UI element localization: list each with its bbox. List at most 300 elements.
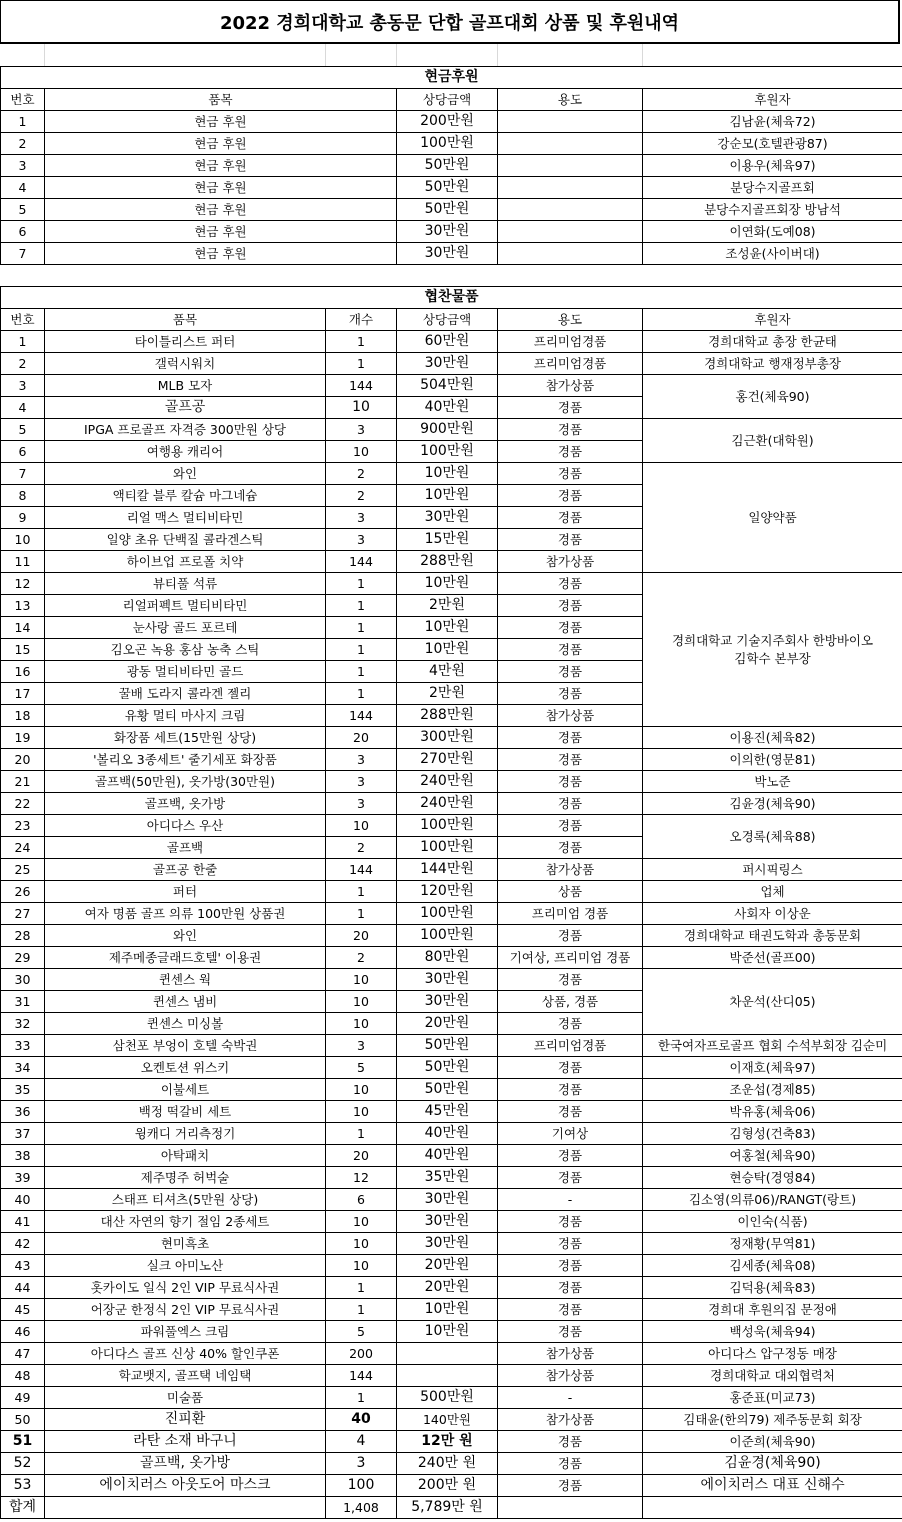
item-name: 광동 멀티비타민 골드: [45, 661, 326, 683]
table-row: [1, 177, 902, 199]
quantity: 2: [326, 485, 397, 507]
table-row: [1, 1453, 902, 1475]
row-number: 30: [1, 969, 45, 991]
quantity: 144: [326, 375, 397, 397]
row-number: 37: [1, 1123, 45, 1145]
row-number: 42: [1, 1233, 45, 1255]
total-amount: 5,789만 원: [397, 1497, 498, 1519]
amount: 40만원: [397, 397, 498, 419]
item-name: 현금 후원: [45, 199, 397, 221]
table-row: [1, 1145, 902, 1167]
item-name: 골프공: [45, 397, 326, 419]
table-row: [1, 947, 902, 969]
amount: 288만원: [397, 551, 498, 573]
sponsor: 현승탁(경영84): [643, 1167, 902, 1189]
quantity: 10: [326, 1013, 397, 1035]
row-number: 4: [1, 177, 45, 199]
row-number: 49: [1, 1387, 45, 1409]
item-name: 와인: [45, 925, 326, 947]
amount: 50만원: [397, 1057, 498, 1079]
quantity: 1: [326, 903, 397, 925]
goods-section-title: 협찬물품: [1, 287, 902, 309]
table-row: [1, 133, 902, 155]
row-number: 11: [1, 551, 45, 573]
amount: 45만원: [397, 1101, 498, 1123]
cash-header-cell: 품목: [45, 89, 397, 111]
amount: 100만원: [397, 133, 498, 155]
sponsor: 이용진(체육82): [643, 727, 902, 749]
row-number: 9: [1, 507, 45, 529]
item-name: 스태프 티셔츠(5만원 상당): [45, 1189, 326, 1211]
row-number: 3: [1, 155, 45, 177]
item-name: 윙캐디 거리측정기: [45, 1123, 326, 1145]
amount: 504만원: [397, 375, 498, 397]
amount: 50만원: [397, 1035, 498, 1057]
table-row: [1, 771, 902, 793]
amount: 50만원: [397, 199, 498, 221]
sponsor: 김남윤(체육72): [643, 111, 902, 133]
amount: 140만원: [397, 1409, 498, 1431]
quantity: 3: [326, 1453, 397, 1475]
item-name: 뷰티풀 석류: [45, 573, 326, 595]
sponsor: 김근환(대학원): [643, 419, 902, 463]
quantity: 1: [326, 617, 397, 639]
amount: 200만원: [397, 111, 498, 133]
item-name: 제주메종글래드호텔' 이용권: [45, 947, 326, 969]
goods-header-cell: 용도: [498, 309, 643, 331]
table-row: [1, 969, 902, 991]
amount: 35만원: [397, 1167, 498, 1189]
amount: 40만원: [397, 1123, 498, 1145]
spacer-row: [0, 44, 902, 66]
item-name: 아디다스 골프 신상 40% 할인쿠폰: [45, 1343, 326, 1365]
usage: 경품: [498, 1057, 643, 1079]
quantity: 1: [326, 573, 397, 595]
goods-header-cell: 상당금액: [397, 309, 498, 331]
spacer-row: [0, 264, 902, 286]
row-number: 16: [1, 661, 45, 683]
sponsor: 경희대학교 기술지주회사 한방바이오 김학수 본부장: [643, 573, 902, 727]
amount: 100만원: [397, 903, 498, 925]
row-number: 39: [1, 1167, 45, 1189]
usage: 경품: [498, 441, 643, 463]
sponsor: 업체: [643, 881, 902, 903]
quantity: 1: [326, 683, 397, 705]
goods-header-row: [1, 309, 902, 331]
quantity: 20: [326, 1145, 397, 1167]
item-name: 하이브업 프로폴 치약: [45, 551, 326, 573]
quantity: 10: [326, 1255, 397, 1277]
item-name: 미술품: [45, 1387, 326, 1409]
quantity: 10: [326, 1211, 397, 1233]
sponsor: 오경록(체육88): [643, 815, 902, 859]
row-number: 15: [1, 639, 45, 661]
sponsor: 이의한(영문81): [643, 749, 902, 771]
amount: 4만원: [397, 661, 498, 683]
item-name: 파워풀엑스 크림: [45, 1321, 326, 1343]
usage: [498, 243, 643, 265]
usage: 참가상품: [498, 1409, 643, 1431]
table-row: [1, 1123, 902, 1145]
table-row: [1, 1277, 902, 1299]
row-number: 53: [1, 1475, 45, 1497]
usage: -: [498, 1387, 643, 1409]
sponsor: 김윤경(체육90): [643, 1453, 902, 1475]
amount: 100만원: [397, 837, 498, 859]
item-name: 에이치러스 아웃도어 마스크: [45, 1475, 326, 1497]
amount: 120만원: [397, 881, 498, 903]
quantity: 10: [326, 1233, 397, 1255]
item-name: 일양 초유 단백질 콜라겐스틱: [45, 529, 326, 551]
usage: 프리미엄경품: [498, 331, 643, 353]
row-number: 36: [1, 1101, 45, 1123]
quantity: 4: [326, 1431, 397, 1453]
amount: 10만원: [397, 573, 498, 595]
sponsor: 경희대학교 행재정부총장: [643, 353, 902, 375]
quantity: 2: [326, 463, 397, 485]
usage: 경품: [498, 1233, 643, 1255]
quantity: 20: [326, 727, 397, 749]
quantity: 10: [326, 815, 397, 837]
row-number: 12: [1, 573, 45, 595]
quantity: 10: [326, 441, 397, 463]
quantity: 1: [326, 881, 397, 903]
usage: 참가상품: [498, 859, 643, 881]
amount: 10만원: [397, 1321, 498, 1343]
usage: -: [498, 1189, 643, 1211]
usage: 경품: [498, 529, 643, 551]
row-number: 35: [1, 1079, 45, 1101]
usage: 참가상품: [498, 1365, 643, 1387]
row-number: 31: [1, 991, 45, 1013]
total-item: [45, 1497, 326, 1519]
usage: 경품: [498, 1167, 643, 1189]
quantity: 1: [326, 1387, 397, 1409]
sponsor: 한국여자프로골프 협회 수석부회장 김순미: [643, 1035, 902, 1057]
table-row: [1, 815, 902, 837]
item-name: 현금 후원: [45, 155, 397, 177]
table-row: [1, 903, 902, 925]
item-name: 아디다스 우산: [45, 815, 326, 837]
usage: 경품: [498, 727, 643, 749]
item-name: 리얼 맥스 멀티비타민: [45, 507, 326, 529]
row-number: 33: [1, 1035, 45, 1057]
amount: 300만원: [397, 727, 498, 749]
cash-header-cell: 상당금액: [397, 89, 498, 111]
sponsor: 김소영(의류06)/RANGT(랑트): [643, 1189, 902, 1211]
usage: [498, 111, 643, 133]
table-row: [1, 353, 902, 375]
amount: 100만원: [397, 815, 498, 837]
item-name: 골프백, 옷가방: [45, 793, 326, 815]
row-number: 4: [1, 397, 45, 419]
quantity: 144: [326, 551, 397, 573]
row-number: 14: [1, 617, 45, 639]
item-name: 퀸센스 냄비: [45, 991, 326, 1013]
total-quantity: 1,408: [326, 1497, 397, 1519]
usage: 경품: [498, 1453, 643, 1475]
table-row: [1, 1321, 902, 1343]
table-row: [1, 1299, 902, 1321]
usage: 프리미엄경품: [498, 1035, 643, 1057]
row-number: 8: [1, 485, 45, 507]
quantity: 1: [326, 331, 397, 353]
sponsor: 경희대 후원의집 문정애: [643, 1299, 902, 1321]
quantity: 3: [326, 771, 397, 793]
usage: 경품: [498, 925, 643, 947]
total-usage: [498, 1497, 643, 1519]
row-number: 19: [1, 727, 45, 749]
row-number: 7: [1, 243, 45, 265]
goods-section-row: [1, 287, 902, 309]
item-name: 백정 떡갈비 세트: [45, 1101, 326, 1123]
item-name: 여자 명품 골프 의류 100만원 상품권: [45, 903, 326, 925]
sponsor: 이인숙(식품): [643, 1211, 902, 1233]
usage: 경품: [498, 1277, 643, 1299]
sponsor: 김윤경(체육90): [643, 793, 902, 815]
item-name: 갤럭시워치: [45, 353, 326, 375]
quantity: 20: [326, 925, 397, 947]
quantity: 10: [326, 969, 397, 991]
amount: 15만원: [397, 529, 498, 551]
goods-sponsorship-table: [0, 286, 902, 1519]
amount: 40만원: [397, 1145, 498, 1167]
total-label: 합계: [1, 1497, 45, 1519]
table-row: [1, 1167, 902, 1189]
table-row: [1, 1189, 902, 1211]
usage: 경품: [498, 815, 643, 837]
sponsor: 경희대학교 총장 한균태: [643, 331, 902, 353]
usage: 경품: [498, 419, 643, 441]
sponsor: 홍건(체육90): [643, 375, 902, 419]
quantity: 200: [326, 1343, 397, 1365]
item-name: 아탁패치: [45, 1145, 326, 1167]
cash-header-cell: 번호: [1, 89, 45, 111]
table-row: [1, 331, 902, 353]
amount: 240만원: [397, 793, 498, 815]
usage: 참가상품: [498, 375, 643, 397]
usage: 프리미엄경품: [498, 353, 643, 375]
row-number: 47: [1, 1343, 45, 1365]
sponsor: 이용우(체육97): [643, 155, 902, 177]
table-row: [1, 727, 902, 749]
item-name: 실크 아미노산: [45, 1255, 326, 1277]
usage: 경품: [498, 969, 643, 991]
quantity: 10: [326, 1101, 397, 1123]
quantity: 3: [326, 1035, 397, 1057]
item-name: 유황 멀티 마사지 크림: [45, 705, 326, 727]
row-number: 48: [1, 1365, 45, 1387]
row-number: 43: [1, 1255, 45, 1277]
amount: 10만원: [397, 463, 498, 485]
sponsor: 일양약품: [643, 463, 902, 573]
table-row: [1, 1409, 902, 1431]
sponsor: 홍준표(미교73): [643, 1387, 902, 1409]
item-name: 라탄 소재 바구니: [45, 1431, 326, 1453]
amount: [397, 1343, 498, 1365]
amount: 240만 원: [397, 1453, 498, 1475]
item-name: 현금 후원: [45, 221, 397, 243]
table-row: [1, 925, 902, 947]
item-name: 현금 후원: [45, 243, 397, 265]
amount: 80만원: [397, 947, 498, 969]
table-row: [1, 1431, 902, 1453]
total-row: [1, 1497, 902, 1519]
quantity: 3: [326, 529, 397, 551]
usage: 참가상품: [498, 551, 643, 573]
amount: 20만원: [397, 1277, 498, 1299]
quantity: 2: [326, 837, 397, 859]
row-number: 26: [1, 881, 45, 903]
row-number: 46: [1, 1321, 45, 1343]
sponsor: 분당수지골프회장 방남석: [643, 199, 902, 221]
row-number: 10: [1, 529, 45, 551]
item-name: 퍼터: [45, 881, 326, 903]
row-number: 38: [1, 1145, 45, 1167]
row-number: 52: [1, 1453, 45, 1475]
usage: [498, 199, 643, 221]
row-number: 6: [1, 221, 45, 243]
quantity: 2: [326, 947, 397, 969]
amount: 30만원: [397, 969, 498, 991]
item-name: MLB 모자: [45, 375, 326, 397]
amount: 30만원: [397, 1189, 498, 1211]
quantity: 5: [326, 1321, 397, 1343]
row-number: 5: [1, 199, 45, 221]
quantity: 1: [326, 1277, 397, 1299]
amount: 10만원: [397, 617, 498, 639]
table-row: [1, 243, 902, 265]
amount: 30만원: [397, 507, 498, 529]
table-row: [1, 375, 902, 397]
cash-header-cell: 용도: [498, 89, 643, 111]
row-number: 17: [1, 683, 45, 705]
row-number: 28: [1, 925, 45, 947]
amount: 50만원: [397, 155, 498, 177]
usage: 경품: [498, 1431, 643, 1453]
quantity: 12: [326, 1167, 397, 1189]
amount: 20만원: [397, 1255, 498, 1277]
usage: 경품: [498, 507, 643, 529]
usage: 경품: [498, 1255, 643, 1277]
sponsor: 조성윤(사이버대): [643, 243, 902, 265]
amount: 30만원: [397, 221, 498, 243]
item-name: 화장품 세트(15만원 상당): [45, 727, 326, 749]
row-number: 7: [1, 463, 45, 485]
sponsor: 이재호(체육97): [643, 1057, 902, 1079]
row-number: 13: [1, 595, 45, 617]
usage: 기여상: [498, 1123, 643, 1145]
sponsor: 차운석(산디05): [643, 969, 902, 1035]
usage: 경품: [498, 1013, 643, 1035]
table-row: [1, 155, 902, 177]
quantity: 10: [326, 991, 397, 1013]
sponsor: 박유홍(체육06): [643, 1101, 902, 1123]
usage: 참가상품: [498, 705, 643, 727]
item-name: 골프백(50만원), 옷가방(30만원): [45, 771, 326, 793]
amount: 500만원: [397, 1387, 498, 1409]
table-row: [1, 1035, 902, 1057]
row-number: 22: [1, 793, 45, 815]
page-title: 2022 경희대학교 총동문 단합 골프대회 상품 및 후원내역: [0, 0, 900, 44]
row-number: 6: [1, 441, 45, 463]
table-row: [1, 1343, 902, 1365]
usage: 경품: [498, 793, 643, 815]
row-number: 23: [1, 815, 45, 837]
amount: 30만원: [397, 243, 498, 265]
amount: 200만 원: [397, 1475, 498, 1497]
row-number: 41: [1, 1211, 45, 1233]
row-number: 27: [1, 903, 45, 925]
cash-header-row: [1, 89, 902, 111]
table-row: [1, 793, 902, 815]
table-row: [1, 463, 902, 485]
row-number: 29: [1, 947, 45, 969]
table-row: [1, 1365, 902, 1387]
amount: 30만원: [397, 1233, 498, 1255]
quantity: 144: [326, 1365, 397, 1387]
sponsor: 여홍철(체육90): [643, 1145, 902, 1167]
row-number: 40: [1, 1189, 45, 1211]
quantity: 6: [326, 1189, 397, 1211]
item-name: 퀸센스 웍: [45, 969, 326, 991]
amount: 20만원: [397, 1013, 498, 1035]
row-number: 51: [1, 1431, 45, 1453]
sponsor: 강순모(호텔관광87): [643, 133, 902, 155]
table-row: [1, 1233, 902, 1255]
item-name: IPGA 프로골프 자격증 300만원 상당: [45, 419, 326, 441]
item-name: 현미흑초: [45, 1233, 326, 1255]
cash-section-row: [1, 67, 902, 89]
table-row: [1, 1101, 902, 1123]
item-name: 와인: [45, 463, 326, 485]
goods-header-cell: 품목: [45, 309, 326, 331]
cash-section-title: 현금후원: [1, 67, 902, 89]
quantity: 3: [326, 793, 397, 815]
usage: 기여상, 프리미엄 경품: [498, 947, 643, 969]
amount: 270만원: [397, 749, 498, 771]
table-row: [1, 221, 902, 243]
amount: 30만원: [397, 1211, 498, 1233]
amount: 2만원: [397, 595, 498, 617]
quantity: 100: [326, 1475, 397, 1497]
item-name: 어장군 한정식 2인 VIP 무료식사권: [45, 1299, 326, 1321]
amount: 144만원: [397, 859, 498, 881]
usage: 경품: [498, 683, 643, 705]
amount: 50만원: [397, 1079, 498, 1101]
amount: 100만원: [397, 441, 498, 463]
row-number: 1: [1, 331, 45, 353]
item-name: 현금 후원: [45, 111, 397, 133]
item-name: 골프백: [45, 837, 326, 859]
usage: 경품: [498, 639, 643, 661]
usage: 경품: [498, 661, 643, 683]
usage: 상품, 경품: [498, 991, 643, 1013]
row-number: 2: [1, 353, 45, 375]
row-number: 25: [1, 859, 45, 881]
amount: 30만원: [397, 991, 498, 1013]
row-number: 5: [1, 419, 45, 441]
usage: [498, 133, 643, 155]
usage: 경품: [498, 1145, 643, 1167]
sponsor: 김형성(건축83): [643, 1123, 902, 1145]
usage: 경품: [498, 1321, 643, 1343]
quantity: 144: [326, 705, 397, 727]
row-number: 20: [1, 749, 45, 771]
cash-sponsorship-table: [0, 66, 902, 265]
row-number: 44: [1, 1277, 45, 1299]
sponsor: 박준선(골프00): [643, 947, 902, 969]
